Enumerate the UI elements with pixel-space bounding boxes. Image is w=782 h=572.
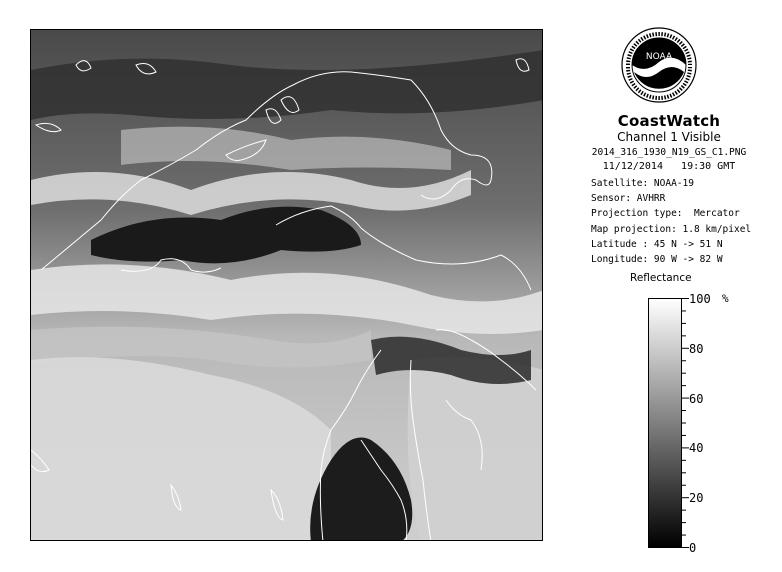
colorbar-tick-label: 100 — [689, 292, 711, 306]
colorbar-tick-label: 20 — [689, 491, 704, 506]
logo-center-text: NOAA — [645, 52, 673, 62]
detail-sensor: Sensor: AVHRR — [591, 193, 666, 205]
noaa-seal-icon — [620, 22, 698, 108]
colorbar — [648, 298, 682, 548]
colorbar-tick-label: 80 — [689, 341, 704, 356]
satellite-image-svg — [31, 30, 543, 541]
channel-label: Channel 1 Visible — [617, 130, 721, 144]
detail-latitude: Latitude : 45 N -> 51 N — [591, 238, 723, 250]
detail-map-projection: Map projection: 1.8 km/pixel — [591, 223, 752, 235]
date: 11/12/2014 — [602, 161, 663, 172]
date-time — [562, 160, 776, 174]
detail-satellite: Satellite: NOAA-19 — [591, 178, 694, 189]
brand-title: CoastWatch — [617, 112, 721, 130]
colorbar-title: Reflectance — [630, 272, 692, 284]
cloud-mass — [408, 357, 543, 541]
satellite-image — [30, 29, 543, 541]
noaa-logo — [620, 22, 698, 108]
details-list — [562, 176, 776, 267]
info-panel — [562, 112, 776, 267]
time: 19:30 GMT — [681, 161, 736, 172]
colorbar-tick-label: 0 — [689, 541, 697, 555]
filename: 2014_316_1930_N19_GS_C1.PNG — [591, 147, 747, 158]
detail-longitude: Longitude: 90 W -> 82 W — [591, 254, 723, 266]
detail-projection-type: Projection type: Mercator — [591, 208, 740, 220]
colorbar-tick-label: 40 — [689, 441, 704, 456]
colorbar-unit: % — [722, 292, 729, 305]
colorbar-tick-label: 60 — [689, 391, 704, 406]
colorbar-ticks — [681, 298, 695, 548]
